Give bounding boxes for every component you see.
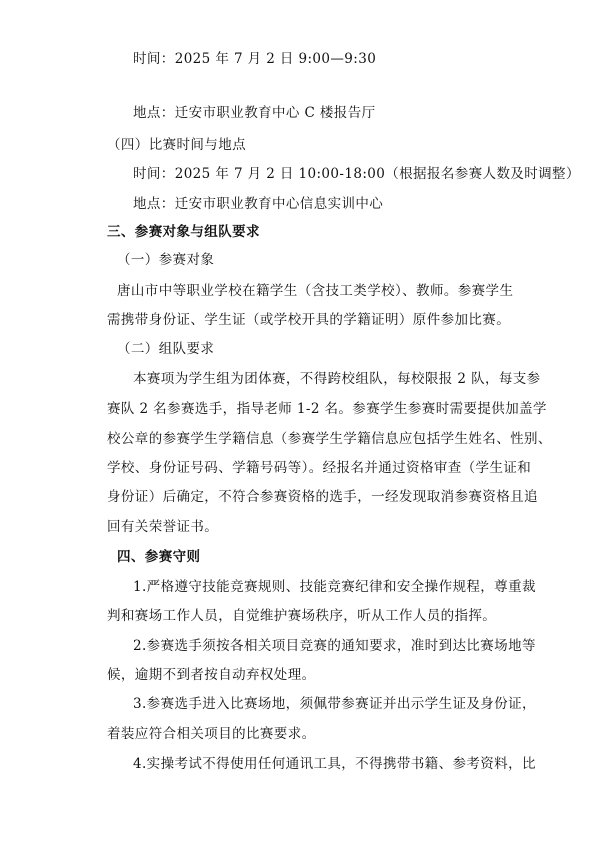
rule-3-line-2: 着装应符合相关项目的比赛要求。 — [107, 726, 316, 742]
competition-time-line: 时间：2025 年 7 月 2 日 10:00-18:00（根据报名参赛人数及时调整） — [133, 166, 580, 182]
rule-1-line-1: 1.严格遵守技能竞赛规则、技能竞赛纪律和安全操作规程，尊重裁 — [133, 579, 536, 595]
schedule-time-line: 时间：2025 年 7 月 2 日 9:00—9:30 — [133, 51, 377, 67]
schedule-location-line: 地点：迁安市职业教育中心 C 楼报告厅 — [133, 105, 376, 121]
rule-3-line-1: 3.参赛选手进入比赛场地，须佩带参赛证并出示学生证及身份证， — [133, 696, 536, 712]
section-heading-competition-time: （四）比赛时间与地点 — [107, 137, 246, 153]
section-heading-rules: 四、参赛守则 — [117, 549, 201, 565]
rule-2-line-1: 2.参赛选手须按各相关项目竞赛的通知要求，准时到达比赛场地等 — [133, 638, 536, 654]
team-paragraph-line-4: 学校、身份证号码、学籍号码等）。经报名并通过资格审查（学生证和 — [107, 460, 532, 476]
rule-2-line-2: 候，逾期不到者按自动弃权处理。 — [107, 667, 316, 683]
team-paragraph-line-6: 回有关荣誉证书。 — [107, 519, 219, 535]
team-paragraph-line-2: 赛队 2 名参赛选手，指导老师 1-2 名。参赛学生参赛时需要提供加盖学 — [107, 401, 547, 417]
competition-location-line: 地点：迁安市职业教育中心信息实训中心 — [133, 196, 384, 212]
subheading-participants: （一）参赛对象 — [117, 252, 215, 268]
team-paragraph-line-3: 校公章的参赛学生学籍信息（参赛学生学籍信息应包括学生姓名、性别、 — [107, 431, 552, 447]
rule-1-line-2: 判和赛场工作人员，自觉维护赛场秩序，听从工作人员的指挥。 — [107, 608, 497, 624]
section-heading-participants: 三、参赛对象与组队要求 — [107, 224, 260, 240]
subheading-team-requirements: （二）组队要求 — [117, 341, 215, 357]
participants-paragraph-line-2: 需携带身份证、学生证（或学校开具的学籍证明）原件参加比赛。 — [107, 312, 511, 328]
team-paragraph-line-1: 本赛项为学生组为团体赛，不得跨校组队，每校限报 2 队，每支参 — [133, 371, 541, 387]
participants-paragraph-line-1: 唐山市中等职业学校在籍学生（含技工类学校）、教师。参赛学生 — [117, 283, 514, 299]
rule-4-line-1: 4.实操考试不得使用任何通讯工具，不得携带书籍、参考资料，比 — [133, 756, 536, 772]
team-paragraph-line-5: 身份证）后确定，不符合参赛资格的选手，一经发现取消参赛资格且追 — [107, 489, 538, 505]
